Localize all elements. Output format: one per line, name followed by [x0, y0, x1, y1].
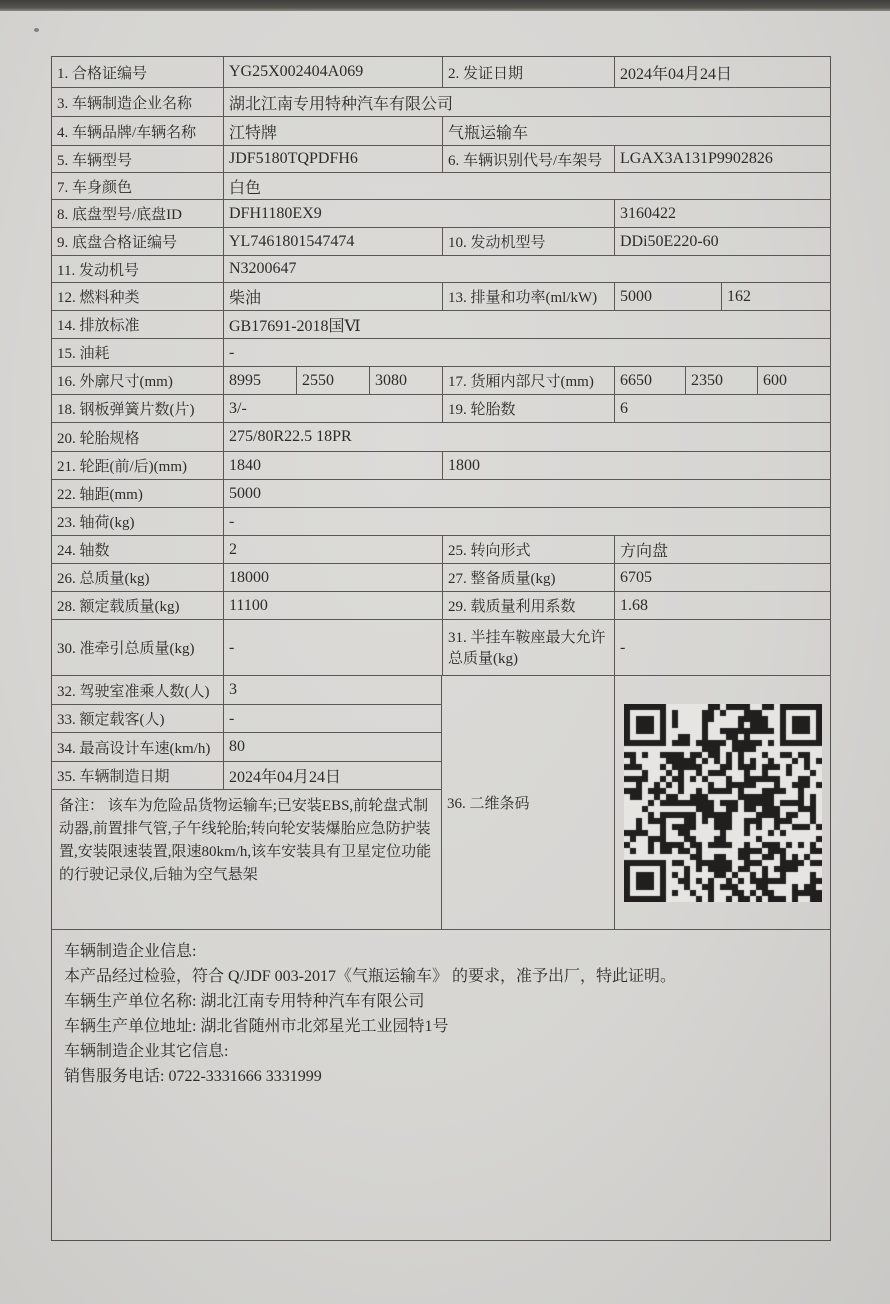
field-36-label: 36. 二维条码 — [442, 676, 615, 929]
field-19-value: 6 — [620, 399, 628, 417]
field-21-value: 1840 — [224, 452, 443, 479]
table-row — [52, 480, 830, 508]
table-row — [52, 88, 830, 117]
remark-text: 备注： 该车为危险品货物运输车;已安装EBS,前轮盘式制动器,前置排气管,子午线轮胎;转向轮安装爆胎应急防护装置,安装限速装置,限速80km/h,该车安装具有卫星定位功能的行驶记录仪,后轴为空气悬架 — [59, 798, 432, 883]
table-row — [52, 256, 830, 283]
table-row — [52, 762, 441, 790]
table-row — [52, 117, 830, 146]
manufacturer-info-section — [52, 930, 830, 1240]
field-28-value: 11100 — [224, 592, 443, 619]
field-35-label: 35. 车辆制造日期 — [52, 762, 224, 789]
field-17-value-length: 6650 — [615, 367, 686, 394]
table-row — [52, 452, 830, 480]
field-10-label: 10. 发动机型号 — [443, 228, 615, 255]
field-30-value: - — [224, 620, 443, 675]
field-32-value: 3 — [229, 681, 237, 698]
field-4-value2: 气瓶运输车 — [448, 124, 529, 142]
footer-line: 车辆生产单位地址: 湖北省随州市北郊星光工业园特1号 — [64, 1018, 449, 1035]
table-row — [52, 283, 830, 311]
field-2-label: 2. 发证日期 — [443, 57, 615, 87]
table-row — [52, 395, 830, 423]
qr-cell — [615, 676, 830, 929]
table-row — [52, 173, 830, 200]
field-13-value2: 162 — [727, 287, 751, 305]
field-26-label: 26. 总质量(kg) — [52, 564, 224, 591]
footer-line: 车辆制造企业信息: — [64, 943, 197, 960]
field-34-label: 34. 最高设计车速(km/h) — [52, 733, 224, 761]
field-29-label: 29. 载质量利用系数 — [443, 592, 615, 619]
field-6-label: 6. 车辆识别代号/车架号 — [443, 146, 615, 172]
footer-line: 销售服务电话: 0722-3331666 3331999 — [64, 1068, 322, 1085]
field-7-value: 白色 — [229, 179, 262, 197]
footer-line: 车辆生产单位名称: 湖北江南专用特种汽车有限公司 — [64, 993, 425, 1010]
field-2-value: 2024年04月24日 — [620, 65, 733, 83]
field-24-label: 24. 轴数 — [52, 536, 224, 563]
field-5-value: JDF5180TQPDFH6 — [224, 146, 443, 172]
field-15-value: - — [229, 343, 235, 361]
field-33-value: - — [229, 709, 235, 727]
field-3-value: 湖北江南专用特种汽车有限公司 — [229, 95, 454, 113]
field-8-value: DFH1180EX9 — [224, 200, 615, 227]
table-row — [52, 146, 830, 173]
field-16-value-width: 2550 — [297, 367, 370, 394]
field-29-value: 1.68 — [620, 596, 648, 614]
footer-line: 本产品经过检验，符合 Q/JDF 003-2017《气瓶运输车》 的要求，准予出厂，特此证明。 — [64, 968, 677, 985]
field-16-value-length: 8995 — [224, 367, 297, 394]
field-20-value: 275/80R22.5 18PR — [229, 428, 352, 445]
field-25-value: 方向盘 — [620, 543, 669, 560]
field-17-value-height: 600 — [763, 371, 787, 389]
field-16-label: 16. 外廓尺寸(mm) — [52, 367, 224, 394]
field-7-label: 7. 车身颜色 — [52, 173, 224, 199]
field-11-value: N3200647 — [229, 260, 297, 277]
field-34-value: 80 — [229, 738, 245, 755]
table-row — [52, 705, 441, 733]
qr-code — [624, 704, 822, 902]
table-row — [52, 536, 830, 564]
field-3-label: 3. 车辆制造企业名称 — [52, 88, 224, 116]
field-24-value: 2 — [224, 536, 443, 563]
field-27-label: 27. 整备质量(kg) — [443, 564, 615, 591]
field-13-value: 5000 — [615, 283, 722, 310]
table-row — [52, 508, 830, 536]
field-22-label: 22. 轴距(mm) — [52, 480, 224, 507]
field-33-label: 33. 额定载客(人) — [52, 705, 224, 732]
table-row — [52, 564, 830, 592]
field-16-value-height: 3080 — [370, 367, 443, 394]
field-15-label: 15. 油耗 — [52, 339, 224, 366]
field-19-label: 19. 轮胎数 — [443, 395, 615, 422]
bottom-left-column — [52, 676, 442, 929]
photo-speck — [34, 28, 39, 32]
field-1-label: 1. 合格证编号 — [52, 57, 224, 87]
field-21-value2: 1800 — [448, 456, 480, 474]
table-row — [52, 592, 830, 620]
field-21-label: 21. 轮距(前/后)(mm) — [52, 452, 224, 479]
table-row — [52, 676, 441, 705]
field-17-value-width: 2350 — [686, 367, 758, 394]
field-12-label: 12. 燃料种类 — [52, 283, 224, 310]
bottom-section — [52, 676, 830, 930]
field-23-label: 23. 轴荷(kg) — [52, 508, 224, 535]
field-9-value: YL7461801547474 — [224, 228, 443, 255]
table-row — [52, 200, 830, 228]
field-8-label: 8. 底盘型号/底盘ID — [52, 200, 224, 227]
field-26-value: 18000 — [224, 564, 443, 591]
certificate-table — [51, 56, 831, 1241]
field-8-value2: 3160422 — [620, 204, 676, 222]
field-31-label: 31. 半挂车鞍座最大允许总质量(kg) — [443, 620, 615, 675]
table-row — [52, 620, 830, 676]
field-23-value: - — [229, 512, 235, 530]
photo-top-edge — [0, 0, 890, 11]
table-row — [52, 57, 830, 88]
table-row — [52, 733, 441, 762]
field-20-label: 20. 轮胎规格 — [52, 423, 224, 451]
field-4-value: 江特牌 — [224, 117, 443, 145]
field-14-value: GB17691-2018国Ⅵ — [229, 318, 361, 335]
field-12-value: 柴油 — [224, 283, 443, 310]
field-14-label: 14. 排放标准 — [52, 311, 224, 338]
field-5-label: 5. 车辆型号 — [52, 146, 224, 172]
table-row — [52, 311, 830, 339]
field-18-value: 3/- — [224, 395, 443, 422]
field-10-value: DDi50E220-60 — [620, 232, 719, 250]
field-22-value: 5000 — [229, 484, 261, 502]
field-11-label: 11. 发动机号 — [52, 256, 224, 282]
field-30-label: 30. 准牵引总质量(kg) — [52, 620, 224, 675]
field-32-label: 32. 驾驶室准乘人数(人) — [52, 676, 224, 704]
field-18-label: 18. 钢板弹簧片数(片) — [52, 395, 224, 422]
table-row — [52, 339, 830, 367]
field-25-label: 25. 转向形式 — [443, 536, 615, 563]
table-row — [52, 228, 830, 256]
table-row — [52, 367, 830, 395]
footer-line: 车辆制造企业其它信息: — [64, 1043, 229, 1060]
field-35-value: 2024年04月24日 — [229, 769, 342, 786]
field-13-label: 13. 排量和功率(ml/kW) — [443, 283, 615, 310]
field-17-label: 17. 货厢内部尺寸(mm) — [443, 367, 615, 394]
field-6-value: LGAX3A131P9902826 — [620, 150, 773, 167]
field-28-label: 28. 额定载质量(kg) — [52, 592, 224, 619]
field-1-value: YG25X002404A069 — [224, 57, 443, 87]
field-31-value: - — [620, 638, 626, 656]
table-row — [52, 423, 830, 452]
field-9-label: 9. 底盘合格证编号 — [52, 228, 224, 255]
field-4-label: 4. 车辆品牌/车辆名称 — [52, 117, 224, 145]
field-27-value: 6705 — [620, 568, 652, 586]
